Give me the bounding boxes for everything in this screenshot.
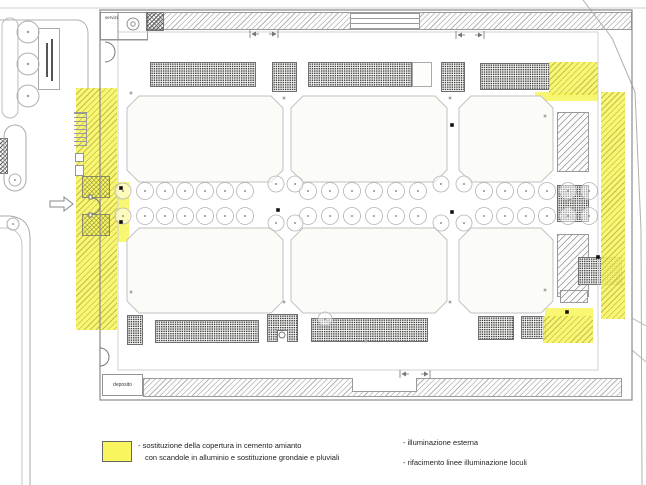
tree-icon [344, 183, 361, 200]
tree-icon [177, 183, 194, 200]
loculi-block [311, 318, 428, 342]
tree-icon [388, 183, 405, 200]
loculi-tower-notch [277, 330, 288, 342]
tree-icon [410, 183, 427, 200]
tree-icon [366, 208, 383, 225]
marker-dot [544, 115, 547, 118]
tree-icon [300, 183, 317, 200]
loculi-block [155, 320, 259, 343]
bottom-recess [352, 378, 417, 392]
marker-dot [283, 97, 286, 100]
loculi-empty [412, 62, 432, 87]
tree-icon [287, 176, 303, 192]
small-room [75, 153, 84, 162]
highlight-entrance-wing [117, 182, 129, 242]
legend-swatch [102, 441, 132, 462]
tree-icon [237, 183, 254, 200]
loculi-block [478, 316, 514, 340]
tree-icon [322, 183, 339, 200]
tree-icon [177, 208, 194, 225]
rotated-label-box [38, 28, 60, 90]
tree-icon [197, 208, 214, 225]
parking-tree-icons [7, 21, 39, 230]
loculi-block [308, 62, 412, 87]
tree-icon [388, 208, 405, 225]
tree-icon [287, 215, 303, 231]
tree-icon [322, 208, 339, 225]
marker-dot [449, 301, 452, 304]
loculi-tower [441, 62, 465, 92]
legend-lighting-item2: - rifacimento linee illuminazione loculi [403, 458, 527, 467]
parking-tree-dots [12, 31, 29, 225]
highlight-right-strip [601, 92, 625, 319]
highlight-topright-block [549, 62, 598, 95]
tree-icon [300, 208, 317, 225]
legend-roof-line1: - sostituzione della copertura in cemento amianto [138, 441, 302, 450]
entrance-crosshatch-block [82, 214, 110, 236]
tree-icon [497, 208, 514, 225]
tree-icon [157, 208, 174, 225]
lighting-marker [276, 208, 280, 212]
tree-icon [217, 183, 234, 200]
tree-icon [217, 208, 234, 225]
entrance-arrow-icon [50, 197, 73, 211]
tree-icon [366, 183, 383, 200]
servizi-room [100, 12, 148, 40]
small-room [75, 165, 84, 176]
marker-dot [283, 301, 286, 304]
deposito-label: deposito [113, 382, 132, 388]
rotated-text-mark [46, 43, 48, 77]
tree-icon [433, 215, 449, 231]
tree-icon [476, 208, 493, 225]
tree-icon [518, 208, 535, 225]
side-hatch-block [557, 112, 589, 172]
legend-roof-line2: con scandole in alluminio e sostituzione grondaie e pluviali [145, 452, 340, 462]
loculi-block [480, 63, 550, 90]
loculi-block [127, 315, 143, 345]
tree-icon [268, 176, 284, 192]
tree-icon [476, 183, 493, 200]
tree-icon [137, 183, 154, 200]
tree-icon [539, 208, 556, 225]
marker-dot [130, 92, 133, 95]
entrance-crosshatch-block [82, 176, 110, 198]
top-gate-recess [350, 12, 420, 30]
marker-dot [130, 291, 133, 294]
tree-icon [237, 208, 254, 225]
servizi-label: servizi [105, 15, 118, 20]
lighting-marker [450, 210, 454, 214]
tree-icon [433, 176, 449, 192]
crosswalk-hatch [0, 138, 8, 174]
tree-icon [518, 183, 535, 200]
tree-icon [539, 183, 556, 200]
lighting-marker [450, 123, 454, 127]
highlight-bottomright-block [543, 316, 593, 343]
tree-icon [410, 208, 427, 225]
tree-icon [157, 183, 174, 200]
legend-lighting-text [403, 438, 527, 478]
legend-lighting-item1: - illuminazione esterna [403, 438, 479, 447]
tree-icon [137, 208, 154, 225]
tree-icon [456, 176, 472, 192]
tree-icon [197, 183, 214, 200]
side-hatch-block [560, 290, 588, 303]
tree-icon [268, 215, 284, 231]
marker-dot [449, 97, 452, 100]
tree-icon [456, 215, 472, 231]
deposito-room [102, 374, 143, 396]
legend-roof-text [138, 440, 339, 463]
rotated-text-mark [51, 39, 53, 81]
loculi-square [557, 185, 589, 222]
loculi-tower [272, 62, 297, 92]
stairs [74, 112, 87, 146]
loculi-block [150, 62, 256, 87]
tree-icon [344, 208, 361, 225]
marker-dot [544, 289, 547, 292]
topleft-hatch-block [146, 12, 164, 31]
tree-icon [497, 183, 514, 200]
